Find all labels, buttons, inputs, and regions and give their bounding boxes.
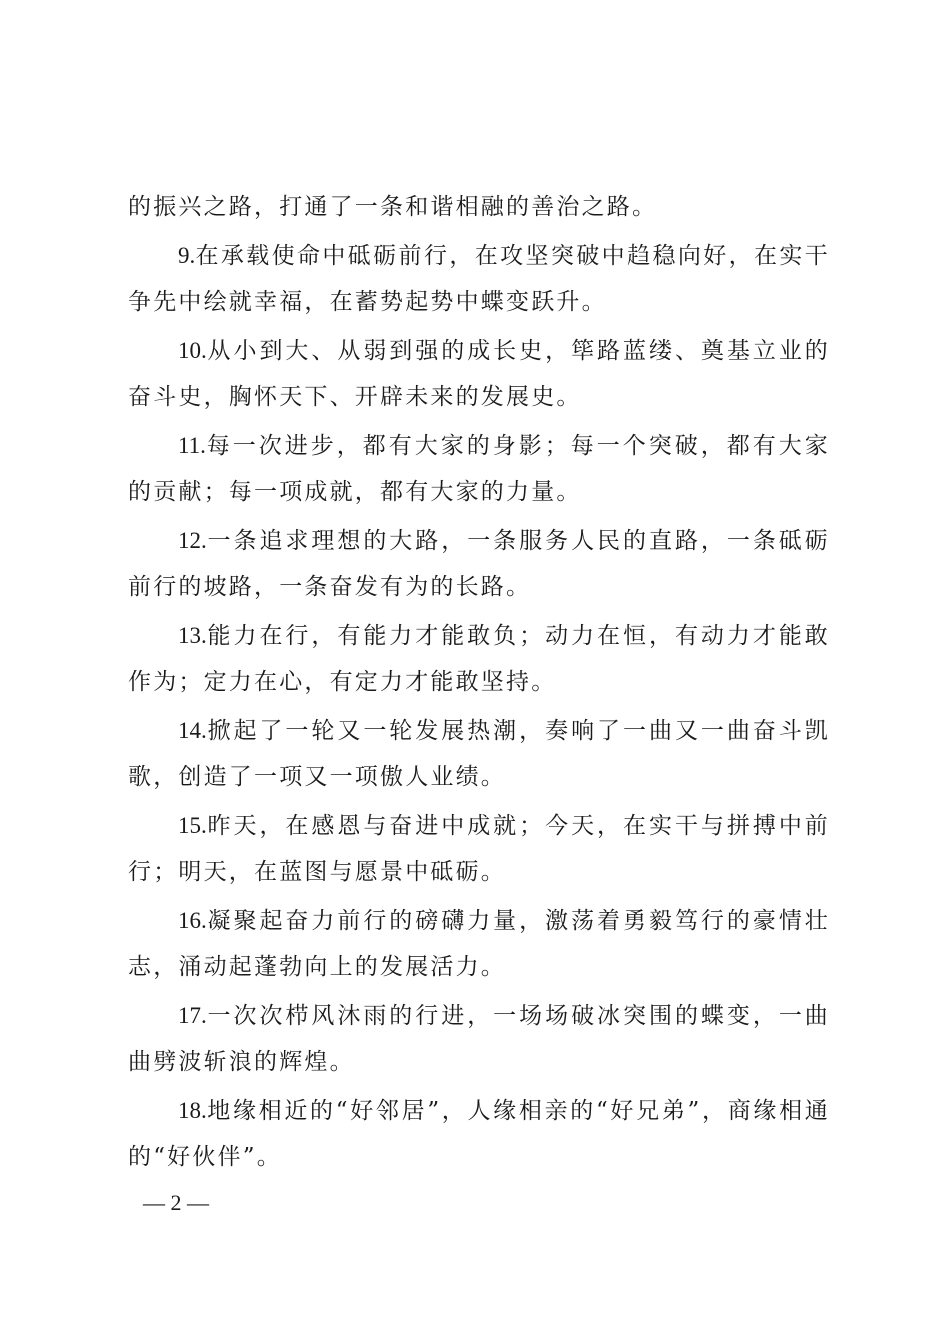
list-item: [128, 423, 830, 515]
list-item: [128, 898, 830, 990]
list-item-text: 一条追求理想的大路，一条服务人民的直路，一条砥砺前行的坡路，一条奋发有为的长路。: [128, 528, 830, 600]
list-item-number: 11.: [178, 433, 206, 458]
list-item-number: 14.: [178, 718, 207, 743]
list-item-number: 15.: [178, 813, 207, 838]
list-item-number: 17.: [178, 1003, 207, 1028]
list-item-number: 18.: [178, 1098, 207, 1123]
list-item: [128, 993, 830, 1085]
list-item-text: 一次次栉风沐雨的行进，一场场破冰突围的蝶变，一曲曲劈波斩浪的辉煌。: [128, 1003, 830, 1075]
list-item-text: 地缘相近的“好邻居”，人缘相亲的“好兄弟”，商缘相通的“好伙伴”。: [128, 1098, 830, 1170]
list-item-number: 16.: [178, 908, 207, 933]
list-item-number: 12.: [178, 528, 207, 553]
list-item: [128, 613, 830, 705]
list-item-text: 凝聚起奋力前行的磅礴力量，激荡着勇毅笃行的豪情壮志，涌动起蓬勃向上的发展活力。: [128, 908, 830, 980]
list-item-text: 昨天，在感恩与奋进中成就；今天，在实干与拼搏中前行；明天，在蓝图与愿景中砥砺。: [128, 813, 830, 885]
list-item: [128, 708, 830, 800]
document-body: [128, 184, 830, 1183]
list-item-text: 掀起了一轮又一轮发展热潮，奏响了一曲又一曲奋斗凯歌，创造了一项又一项傲人业绩。: [128, 718, 830, 790]
list-item-text: 在承载使命中砥砺前行，在攻坚突破中趋稳向好，在实干争先中绘就幸福，在蓄势起势中蝶变跃升。: [128, 243, 830, 315]
page-number: — 2 —: [143, 1190, 209, 1215]
list-item: [128, 803, 830, 895]
list-item: [128, 328, 830, 420]
list-item-text: 能力在行，有能力才能敢负；动力在恒，有动力才能敢作为；定力在心，有定力才能敢坚持。: [128, 623, 830, 695]
paragraph-text: 的振兴之路，打通了一条和谐相融的善治之路。: [128, 194, 658, 220]
list-item-number: 10.: [178, 338, 207, 363]
paragraph-continuation: [128, 184, 830, 230]
list-item: [128, 233, 830, 325]
list-item-number: 9.: [178, 243, 196, 268]
list-item-number: 13.: [178, 623, 207, 648]
list-item-text: 每一次进步，都有大家的身影；每一个突破，都有大家的贡献；每一项成就，都有大家的力量。: [128, 433, 830, 505]
list-item-text: 从小到大、从弱到强的成长史，筚路蓝缕、奠基立业的奋斗史，胸怀天下、开辟未来的发展史。: [128, 338, 830, 410]
list-item: [128, 518, 830, 610]
list-item: [128, 1088, 830, 1180]
